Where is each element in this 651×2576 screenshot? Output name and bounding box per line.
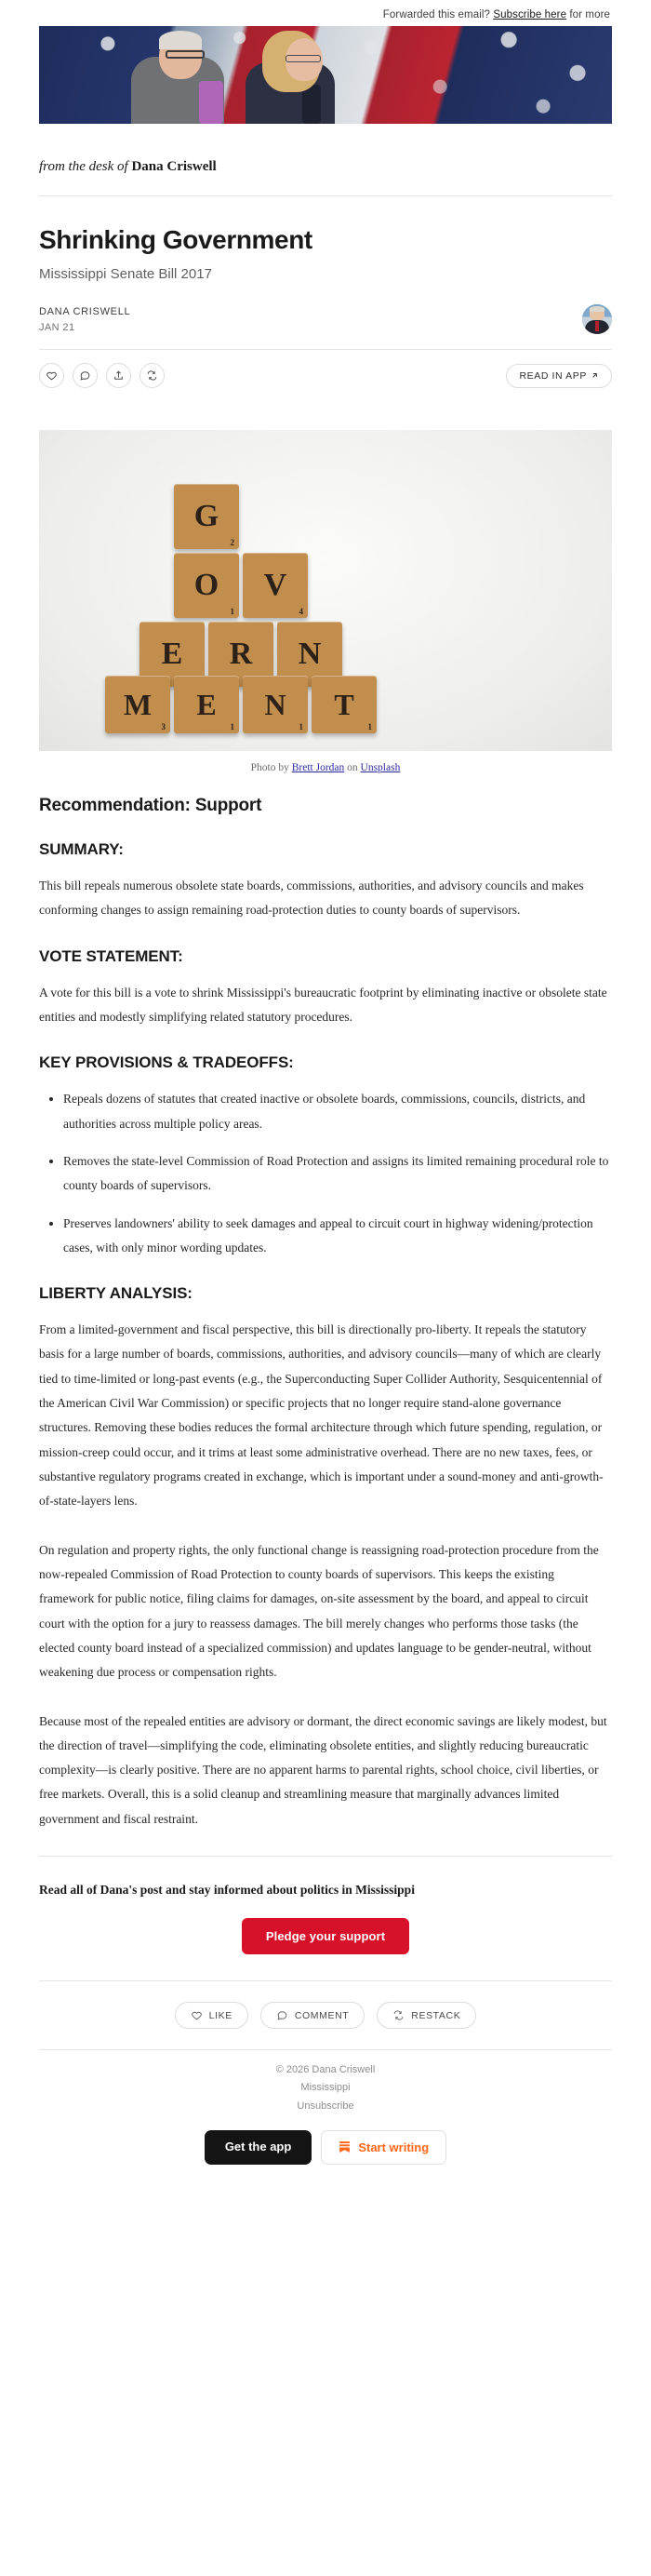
title-block — [0, 196, 651, 282]
like-button[interactable] — [39, 363, 64, 388]
liberty-paragraph-1: From a limited-government and fiscal perspective, this bill is directionally pro-liberty. It repeals the statutory basis for a large number of boards, commissions, authorities, and advisory councils—many of which are clearly tied to time-limited or long-past events (e.g., the Superconducting Super Collider Authority, Sesquicentennial of the American Civil War Commission) or specific projects that no longer require stand-alone governance structures. Removing these bodies reduces the formal architecture through which future spending, regulation, or mission-creep could occur, and it trims at least some administrative overhead. There are no new taxes, fees, or substantive regulatory programs created in exchange, which is important under a sound-money and anti-growth-of-state-layers lens. — [39, 1322, 604, 1509]
liberty-paragraph-3: Because most of the repealed entities are advisory or dormant, the direct economic savings are likely modest, but the direction of travel—simplifying the code, eliminating obsolete entities, and slightly reducing bureaucratic complexity—is clearly positive. There are no apparent harms to parental rights, school choice, civil liberties, or free markets. Overall, this is a solid cleanup and streamlining measure that marginally advances limited government and fiscal restraint. — [39, 1713, 607, 1826]
key-provisions-heading: KEY PROVISIONS & TRADEOFFS: — [39, 1053, 294, 1072]
share-button[interactable] — [106, 363, 131, 388]
woman-blouse — [302, 85, 321, 124]
recommendation-heading: Recommendation: Support — [39, 796, 262, 816]
cta-heading: Read all of Dana's post and stay informed about politics in Mississippi — [39, 1883, 415, 1898]
get-the-app-button[interactable]: Get the app — [205, 2130, 312, 2165]
cta-wrap — [0, 1898, 651, 1954]
footer-restack-label: RESTACK — [411, 2009, 461, 2021]
subscribe-here-link[interactable]: Subscribe here — [493, 9, 567, 20]
tile-V: V 4 — [243, 553, 308, 618]
hero-flag-photo — [39, 26, 612, 124]
caption-mid: on — [344, 762, 361, 774]
post-subtitle: Mississippi Senate Bill 2017 — [39, 266, 212, 283]
footer-like-label: LIKE — [208, 2009, 232, 2021]
location-text: Mississippi — [300, 2082, 351, 2094]
article-figure — [0, 388, 651, 751]
footer-comment-label: COMMENT — [294, 2009, 350, 2021]
hero-photo-wrap — [0, 26, 651, 124]
comment-bubble-icon — [79, 369, 91, 382]
byline — [0, 282, 651, 334]
from-the-desk-line — [0, 124, 651, 175]
action-bar — [0, 350, 651, 388]
key-provisions-list — [39, 1087, 612, 1260]
comment-bubble-icon — [276, 2009, 288, 2021]
photo-author-link[interactable]: Brett Jordan — [291, 762, 345, 774]
read-in-app-label: READ IN APP — [519, 369, 587, 382]
heart-icon — [191, 2009, 203, 2021]
list-item: • Removes the state-level Commission of Road Protection and assigns its limited remaining procedural role to county boards of supervisors. — [63, 1149, 612, 1199]
liberty-paragraph-2: On regulation and property rights, the only functional change is reassigning road-protection procedure from the now-repealed Commission of Road Protection to county boards of supervisors. This keeps the existing framework for public notice, filing claims for damages, on-site assessment by the board, and appeal to circuit court with the option for a jury to reassess damages. The bill merely changes who performs those tasks (the elected county board instead of a specialized commission) and updates language to be gender-neutral, without weakening due process or compensation rights. — [39, 1542, 599, 1680]
footer-restack-button[interactable] — [377, 2002, 476, 2029]
tile-E2: E 1 — [174, 676, 239, 733]
tile-N2: N 1 — [243, 676, 308, 733]
substack-logo-icon — [339, 2140, 351, 2153]
tile-E: E — [140, 622, 205, 687]
man-hair — [159, 31, 202, 49]
liberty-analysis-heading: LIBERTY ANALYSIS: — [39, 1284, 193, 1303]
post-date: JAN 21 — [39, 321, 75, 333]
tile-R: R — [208, 622, 273, 687]
man-shirt — [199, 81, 223, 124]
man-glasses — [166, 50, 205, 59]
summary-paragraph: This bill repeals numerous obsolete state boards, commissions, authorities, and advisory councils and makes conforming changes to assign remaining road-protection duties to county boards of supervisors. — [39, 879, 584, 918]
action-icons — [39, 363, 165, 388]
footer-action-bar — [0, 1981, 651, 2029]
start-writing-button[interactable] — [321, 2130, 446, 2165]
page-title: Shrinking Government — [39, 225, 312, 254]
list-item: • Preserves landowners' ability to seek damages and appeal to circuit court in highway widening/protection cases, with only minor wording updates. — [63, 1212, 612, 1261]
desk-author-name: Dana Criswell — [131, 159, 217, 174]
comment-button[interactable] — [73, 363, 98, 388]
tile-M: M 3 — [105, 676, 170, 733]
post-author: DANA CRISWELL — [39, 305, 131, 317]
photo-source-link[interactable]: Unsplash — [360, 762, 401, 774]
avatar[interactable] — [582, 304, 612, 334]
tile-G: G 2 — [174, 484, 239, 549]
summary-heading: SUMMARY: — [39, 840, 124, 859]
footer-copyright-block — [0, 2050, 651, 2115]
copyright-text: © 2026 Dana Criswell — [275, 2064, 376, 2076]
vote-statement-paragraph: A vote for this bill is a vote to shrink Mississippi's bureaucratic footprint by eliminating inactive or obsolete state entities and modestly simplifying related statutory procedures. — [39, 985, 607, 1024]
vote-statement-heading: VOTE STATEMENT: — [39, 946, 183, 965]
desk-prefix: from the desk of — [39, 159, 132, 174]
arrow-up-right-icon — [591, 371, 599, 380]
read-in-app-button[interactable] — [506, 364, 612, 388]
figure-caption — [0, 751, 651, 773]
caption-prefix: Photo by — [250, 762, 292, 774]
list-item: • Repeals dozens of statutes that created inactive or obsolete boards, commissions, councils, districts, and authorities across multiple policy areas. — [63, 1087, 612, 1136]
forwarded-suffix: for more — [566, 9, 610, 20]
byline-text — [39, 306, 130, 333]
article-body — [0, 773, 651, 1831]
footer-like-button[interactable] — [175, 2002, 248, 2029]
heart-icon — [46, 369, 58, 382]
unsubscribe-link[interactable]: Unsubscribe — [297, 2100, 354, 2112]
forwarded-text: Forwarded this email? — [382, 9, 494, 20]
share-icon — [113, 369, 125, 382]
restack-icon — [392, 2009, 405, 2021]
app-buttons — [0, 2115, 651, 2181]
restack-button[interactable] — [140, 363, 165, 388]
tile-N: N — [277, 622, 342, 687]
restack-icon — [146, 369, 158, 382]
pledge-your-support-button[interactable]: Pledge your support — [242, 1918, 409, 1954]
scrabble-tiles-photo[interactable] — [39, 430, 612, 751]
tile-O: O 1 — [174, 553, 239, 618]
forwarded-banner — [0, 0, 651, 26]
woman-glasses — [286, 55, 321, 62]
start-writing-label: Start writing — [358, 2140, 430, 2154]
tile-T: T 1 — [312, 676, 377, 733]
footer-comment-button[interactable] — [260, 2002, 365, 2029]
